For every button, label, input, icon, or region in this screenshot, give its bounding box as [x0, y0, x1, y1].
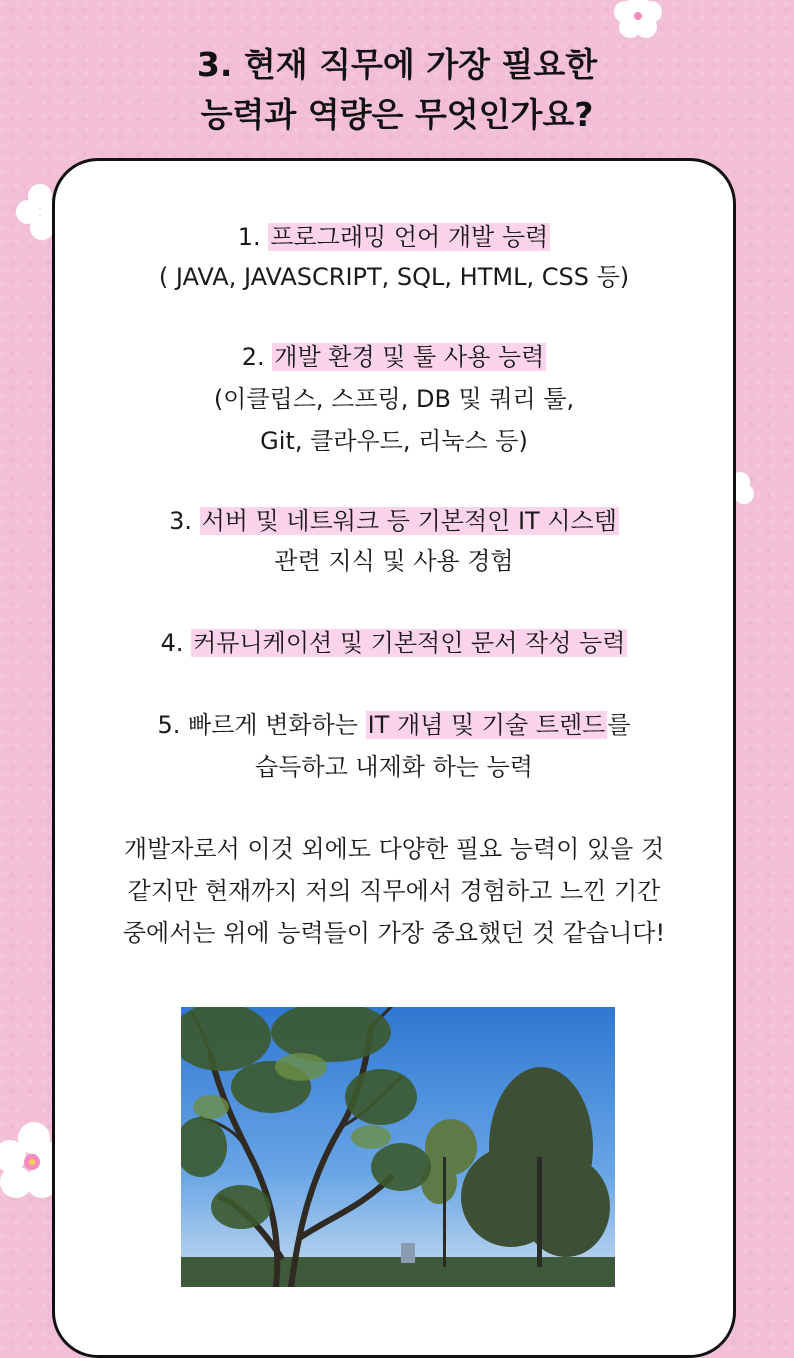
item-2-number: 2.	[241, 343, 265, 371]
item-5-title	[55, 705, 733, 745]
item-1-title	[55, 217, 733, 257]
item-3-detail: 관련 지식 및 사용 경험	[274, 547, 514, 575]
item-2-detail-1: (이클립스, 스프링, DB 및 쿼리 툴,	[213, 385, 575, 413]
item-4-title	[55, 623, 733, 663]
closing-line-3: 중에서는 위에 능력들이 가장 중요했던 것 같습니다!	[122, 919, 666, 947]
item-1-number: 1.	[237, 223, 261, 251]
item-2-detail-2: Git, 클라우드, 리눅스 등)	[260, 427, 528, 455]
item-4-highlight: 커뮤니케이션 및 기본적인 문서 작성 능력	[193, 629, 626, 657]
item-1-detail: ( JAVA, JAVASCRIPT, SQL, HTML, CSS 등)	[158, 263, 630, 291]
item-5-suffix: 를	[607, 711, 631, 739]
item-4-number: 4.	[160, 629, 184, 657]
tree-photo	[181, 1007, 615, 1287]
item-5-number: 5.	[157, 711, 181, 739]
item-2-highlight: 개발 환경 및 툴 사용 능력	[274, 343, 545, 371]
item-5-detail: 습득하고 내제화 하는 능력	[255, 753, 533, 781]
flower-decoration-top-right	[608, 0, 668, 40]
item-5-prefix: 빠르게 변화하는	[188, 711, 358, 739]
content-card	[52, 158, 736, 1358]
item-3-number: 3.	[169, 507, 192, 535]
item-1-highlight: 프로그래밍 언어 개발 능력	[270, 223, 549, 251]
title-line-2: 능력과 역량은 무엇인가요?	[200, 95, 594, 134]
title-line-1: 3. 현재 직무에 가장 필요한	[196, 45, 598, 84]
item-3-title	[55, 501, 733, 541]
page-title	[0, 40, 794, 140]
item-3-highlight: 서버 및 네트워크 등 기본적인 IT 시스템	[201, 507, 617, 535]
closing-line-1: 개발자로서 이것 외에도 다양한 필요 능력이 있을 것	[123, 835, 665, 863]
item-5-highlight: IT 개념 및 기술 트렌드	[367, 711, 606, 739]
closing-line-2: 같지만 현재까지 저의 직무에서 경험하고 느낀 기간	[127, 877, 661, 905]
item-2-title	[55, 337, 733, 377]
